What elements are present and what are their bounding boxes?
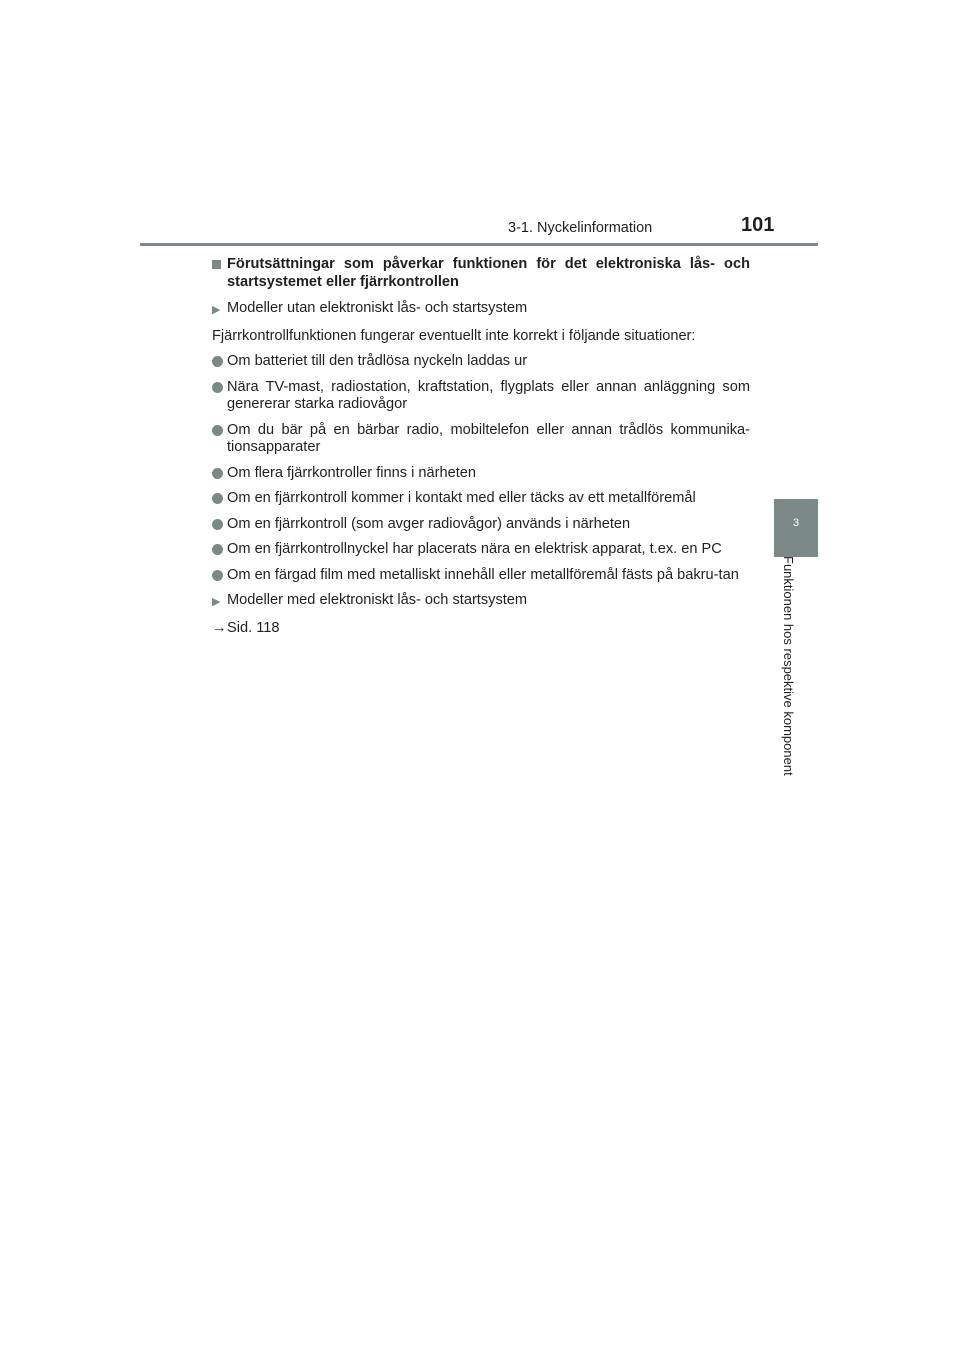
reference-link[interactable]: Sid. 118 — [227, 619, 280, 636]
list-item-text: Om en fjärrkontroll kommer i kontakt med eller täcks av ett metallföremål — [227, 490, 696, 506]
square-icon — [212, 260, 221, 269]
list-item — [212, 541, 750, 559]
list-item — [212, 516, 750, 534]
model-label-row — [212, 300, 750, 320]
chapter-label: Funktionen hos respektive komponent — [781, 556, 796, 776]
section-heading-text: Förutsättningar som påverkar funktionen för det elektroniska lås- och startsystemet eller fjärrkontrollen — [227, 256, 750, 290]
list-item — [212, 353, 750, 371]
header-divider — [140, 243, 818, 246]
page-number: 101 — [741, 214, 775, 236]
list-item — [212, 379, 750, 414]
circle-bullet-icon — [212, 356, 223, 367]
section-title: 3-1. Nyckelinformation — [508, 220, 653, 236]
list-item-text: Om en färgad film med metalliskt innehåll eller metallföremål fästs på bakru-tan — [227, 566, 739, 583]
triangle-right-icon: ▶ — [212, 596, 221, 608]
arrow-right-icon: → — [212, 619, 227, 636]
circle-bullet-icon — [212, 468, 223, 479]
list-item-text: Om en fjärrkontroll (som avger radiovågor) används i närheten — [227, 515, 631, 532]
bullet-list — [212, 353, 750, 584]
circle-bullet-icon — [212, 425, 223, 436]
page-reference — [212, 620, 750, 638]
list-item — [212, 567, 750, 585]
circle-bullet-icon — [212, 382, 223, 393]
model-label: Modeller med elektroniskt lås- och startsystem — [227, 592, 528, 608]
circle-bullet-icon — [212, 544, 223, 555]
chapter-tab — [774, 499, 818, 557]
list-item — [212, 490, 750, 508]
list-item — [212, 465, 750, 483]
chapter-number: 3 — [792, 517, 800, 529]
list-item-text: Om batteriet till den trådlösa nyckeln laddas ur — [227, 353, 528, 369]
circle-bullet-icon — [212, 493, 223, 504]
circle-bullet-icon — [212, 519, 223, 530]
list-item-text: Om flera fjärrkontroller finns i närheten — [227, 464, 477, 481]
page-content — [212, 256, 750, 637]
model-label-row — [212, 592, 750, 612]
list-item-text: Nära TV-mast, radiostation, kraftstation, flygplats eller annan anläggning som genererar starka radiovågor — [227, 378, 750, 412]
page-header — [0, 0, 960, 250]
intro-text: Fjärrkontrollfunktionen fungerar eventuellt inte korrekt i följande situationer: — [212, 327, 696, 344]
circle-bullet-icon — [212, 570, 223, 581]
model-label: Modeller utan elektroniskt lås- och startsystem — [227, 300, 528, 316]
list-item-text: Om du bär på en bärbar radio, mobiltelefon eller annan trådlös kommunika-tionsapparater — [227, 421, 750, 455]
triangle-right-icon: ▶ — [212, 304, 221, 316]
list-item — [212, 422, 750, 457]
list-item-text: Om en fjärrkontrollnyckel har placerats nära en elektrisk apparat, t.ex. en PC — [227, 541, 722, 557]
section-heading — [212, 256, 750, 291]
